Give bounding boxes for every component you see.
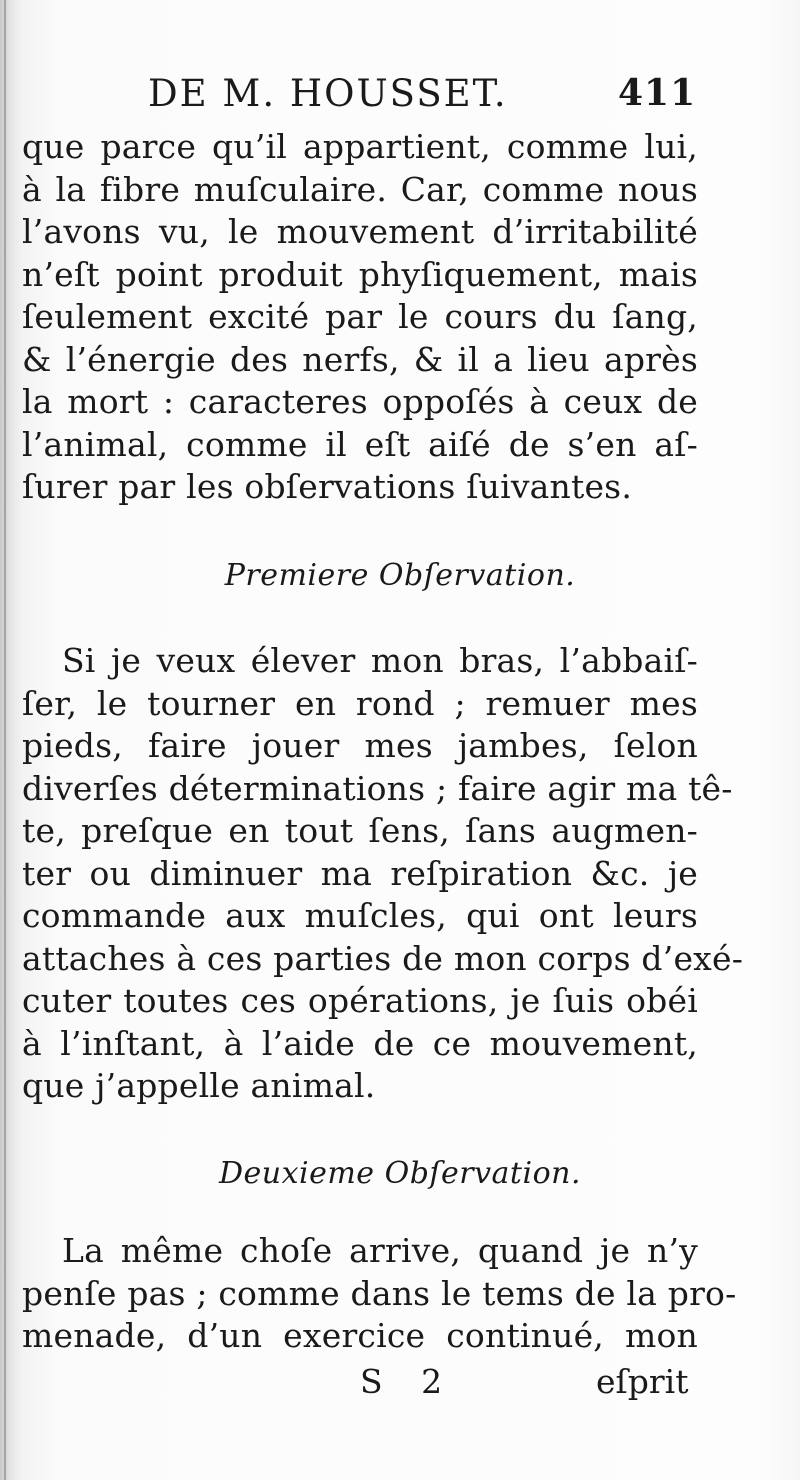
text-line: pieds, faire jouer mes jambes, ſelon bbox=[22, 726, 698, 765]
text-line: la mort : caracteres oppoſés à ceux de bbox=[22, 382, 698, 421]
text-line: diverſes déterminations ; faire agir ma tê- bbox=[22, 768, 733, 808]
text-line: à l’inſtant, à l’aide de ce mouvement, bbox=[22, 1023, 698, 1063]
text-line: commande aux muſcles, qui ont leurs bbox=[22, 896, 698, 935]
text-line: cuter toutes ces opérations, je ſuis obéi bbox=[22, 981, 698, 1020]
page-number: 411 bbox=[618, 72, 697, 114]
text-line: ſeulement excité par le cours du ſang, bbox=[22, 297, 698, 336]
paragraph-1 bbox=[22, 126, 698, 509]
text-line: Si je veux élever mon bras, l’abbaiſ- bbox=[62, 641, 698, 680]
paragraph-2 bbox=[22, 640, 744, 1108]
text-line: l’avons vu, le mouvement d’irritabilité bbox=[22, 212, 698, 251]
paragraph-3 bbox=[22, 1230, 737, 1358]
text-line: ſer, le tourner en rond ; remuer mes bbox=[22, 683, 698, 723]
running-head: DE M. HOUSSET. bbox=[148, 72, 508, 115]
text-line: à la fibre muſculaire. Car, comme nous bbox=[22, 169, 698, 209]
text-line: & l’énergie des nerfs, & il a lieu après bbox=[22, 339, 698, 379]
catchword: eſprit bbox=[596, 1362, 689, 1401]
text-line: ter ou diminuer ma reſpiration &c. je bbox=[22, 853, 698, 893]
text-line: n’eſt point produit phyſiquement, mais bbox=[22, 254, 698, 294]
text-line: que j’appelle animal. bbox=[22, 1066, 376, 1105]
text-line: l’animal, comme il eſt aiſé de s’en aſ- bbox=[22, 424, 698, 464]
text-line: ſurer par les obſervations ſuivantes. bbox=[22, 467, 633, 506]
section-heading-premiere-observation: Premiere Obſervation. bbox=[224, 558, 576, 593]
text-line: que parce qu’il appartient, comme lui, bbox=[22, 127, 698, 166]
text-line: te, preſque en tout ſens, ſans augmen- bbox=[22, 811, 698, 850]
signature-mark: S 2 bbox=[360, 1362, 457, 1401]
text-line: La même choſe arrive, quand je n’y bbox=[62, 1231, 698, 1270]
section-heading-deuxieme-observation: Deuxieme Obſervation. bbox=[218, 1156, 582, 1191]
text-line: menade, d’un exercice continué, mon bbox=[22, 1316, 698, 1355]
text-line: attaches à ces parties de mon corps d’exé- bbox=[22, 938, 744, 978]
text-line: penſe pas ; comme dans le tems de la pro- bbox=[22, 1273, 737, 1313]
page-header bbox=[0, 68, 800, 118]
page-gutter-shadow bbox=[4, 0, 6, 1480]
